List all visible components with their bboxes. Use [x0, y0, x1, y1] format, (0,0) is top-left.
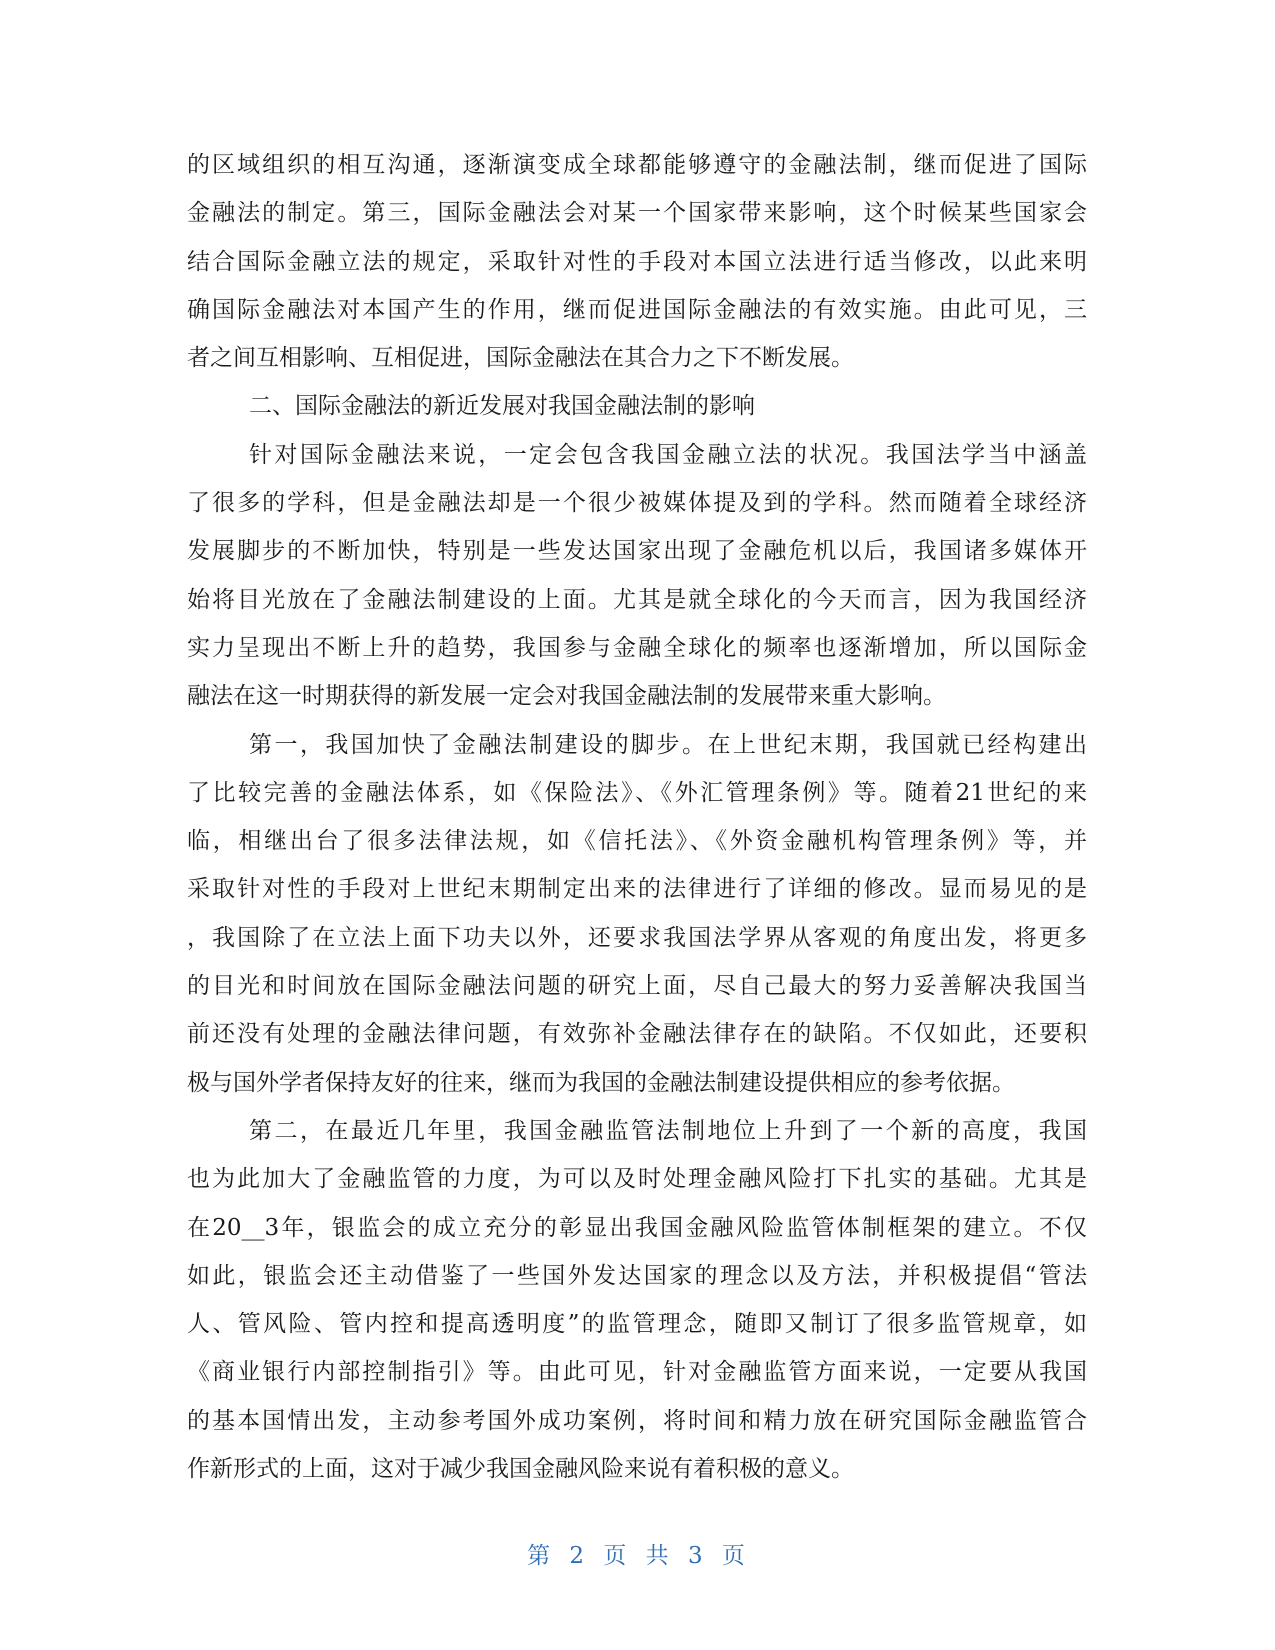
- text-line: 如此，银监会还主动借鉴了一些国外发达国家的理念以及方法，并积极提倡“管法: [187, 1262, 1087, 1289]
- paragraph: [187, 141, 1087, 382]
- text-line: 采取针对性的手段对上世纪末期制定出来的法律进行了详细的修改。显而易见的是: [187, 876, 1087, 903]
- paragraph: [187, 431, 1087, 721]
- text-line: 了比较完善的金融法体系，如《保险法》、《外汇管理条例》等。随着21世纪的来: [187, 779, 1087, 806]
- text-line: 的区域组织的相互沟通，逐渐演变成全球都能够遵守的金融法制，继而促进了国际: [187, 152, 1087, 178]
- text-line: ，我国除了在立法上面下功夫以外，还要求我国法学界从客观的角度出发，将更多: [187, 924, 1087, 951]
- text-line: 的目光和时间放在国际金融法问题的研究上面，尽自己最大的努力妥善解决我国当: [187, 973, 1087, 1000]
- text-line: 融法在这一时期获得的新发展一定会对我国金融法制的发展带来重大影响。: [187, 683, 946, 710]
- text-line: 二、国际金融法的新近发展对我国金融法制的影响: [249, 393, 755, 420]
- text-line: 《商业银行内部控制指引》等。由此可见，针对金融监管方面来说，一定要从我国: [187, 1359, 1087, 1386]
- text-line: 第一，我国加快了金融法制建设的脚步。在上世纪末期，我国就已经构建出: [249, 731, 1087, 758]
- text-line: 在20__3年，银监会的成立充分的彰显出我国金融风险监管体制框架的建立。不仅: [187, 1214, 1087, 1241]
- text-line: 实力呈现出不断上升的趋势，我国参与金融全球化的频率也逐渐增加，所以国际金: [187, 634, 1087, 661]
- text-line: 了很多的学科，但是金融法却是一个很少被媒体提及到的学科。然而随着全球经济: [187, 490, 1087, 517]
- text-line: 作新形式的上面，这对于减少我国金融风险来说有着积极的意义。: [187, 1456, 854, 1483]
- text-line: 针对国际金融法来说，一定会包含我国金融立法的状况。我国法学当中涵盖: [249, 441, 1087, 468]
- text-line: 确国际金融法对本国产生的作用，继而促进国际金融法的有效实施。由此可见，三: [187, 296, 1087, 323]
- text-line: 临，相继出台了很多法律法规，如《信托法》、《外资金融机构管理条例》等，并: [187, 828, 1087, 855]
- text-line: 极与国外学者保持友好的往来，继而为我国的金融法制建设提供相应的参考依据。: [187, 1069, 1015, 1096]
- text-line: 的基本国情出发，主动参考国外成功案例，将时间和精力放在研究国际金融监管合: [187, 1407, 1087, 1434]
- paragraph: [187, 382, 1087, 430]
- paragraph: [187, 1107, 1087, 1493]
- text-line: 前还没有处理的金融法律问题，有效弥补金融法律存在的缺陷。不仅如此，还要积: [187, 1021, 1087, 1048]
- text-line: 也为此加大了金融监管的力度，为可以及时处理金融风险打下扎实的基础。尤其是: [187, 1166, 1087, 1193]
- text-line: 始将目光放在了金融法制建设的上面。尤其是就全球化的今天而言，因为我国经济: [187, 586, 1087, 613]
- text-line: 金融法的制定。第三，国际金融法会对某一个国家带来影响，这个时候某些国家会: [187, 200, 1087, 227]
- text-line: 发展脚步的不断加快，特别是一些发达国家出现了金融危机以后，我国诸多媒体开: [187, 538, 1087, 565]
- page-footer: 第 2 页 共 3 页: [527, 1543, 748, 1569]
- document-body: [187, 141, 1087, 1493]
- text-line: 人、管风险、管内控和提高透明度”的监管理念，随即又制订了很多监管规章，如: [187, 1311, 1087, 1338]
- text-line: 者之间互相影响、互相促进，国际金融法在其合力之下不断发展。: [187, 345, 854, 372]
- text-line: 第二，在最近几年里，我国金融监管法制地位上升到了一个新的高度，我国: [249, 1117, 1087, 1144]
- paragraph: [187, 721, 1087, 1107]
- text-line: 结合国际金融立法的规定，采取针对性的手段对本国立法进行适当修改，以此来明: [187, 248, 1087, 275]
